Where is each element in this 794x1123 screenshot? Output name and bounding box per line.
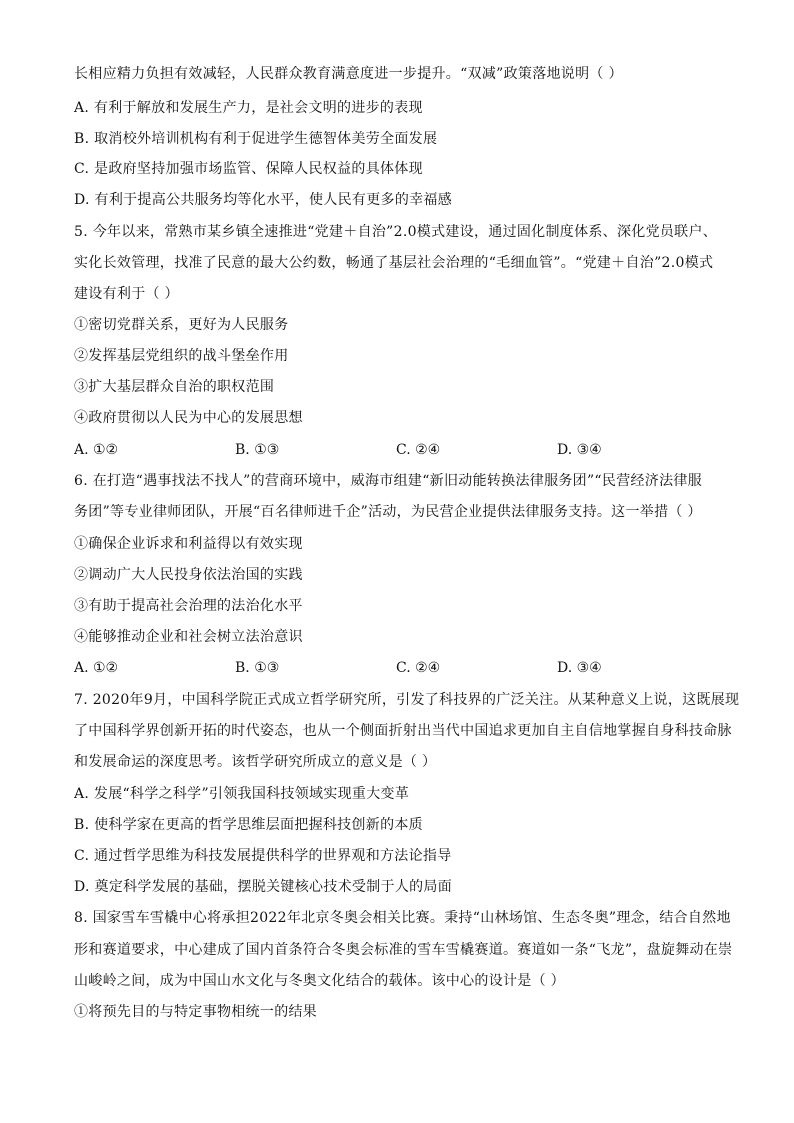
q6-item-3: ③有助于提高社会治理的法治化水平	[74, 598, 303, 614]
q7-stem-line-2: 了中国科学界创新开拓的时代姿态，也从一个侧面折射出当代中国追求更加自主自信地掌握自身科技命脉	[74, 723, 732, 739]
q5-item-3: ③扩大基层群众自治的职权范围	[74, 379, 275, 395]
q7-option-c: C. 通过哲学思维为科技发展提供科学的世界观和方法论指导	[74, 848, 452, 864]
q5-stem-line-1: 5. 今年以来，常熟市某乡镇全速推进“党建＋自治”2.0模式建设，通过固化制度体系、深化党员联户、	[74, 224, 718, 240]
q5-item-2: ②发挥基层党组织的战斗堡垒作用	[74, 348, 289, 364]
q4-option-c: C. 是政府坚持加强市场监管、保障人民权益的具体体现	[74, 161, 423, 177]
q5-choice-a: A. ①②	[74, 442, 119, 458]
q6-item-4: ④能够推动企业和社会树立法治意识	[74, 629, 303, 645]
q7-option-d: D. 奠定科学发展的基础，摆脱关键核心技术受制于人的局面	[74, 879, 453, 895]
q5-item-1: ①密切党群关系，更好为人民服务	[74, 317, 289, 333]
q6-choice-c: C. ②④	[396, 660, 441, 676]
q4-option-a: A. 有利于解放和发展生产力，是社会文明的进步的表现	[74, 100, 423, 116]
q8-item-1: ①将预先目的与特定事物相统一的结果	[74, 1004, 318, 1020]
q6-item-1: ①确保企业诉求和利益得以有效实现	[74, 536, 303, 552]
q6-stem-line-2: 务团”等专业律师团队，开展“百名律师进千企”活动，为民营企业提供法律服务支持。这一举措（ ）	[74, 504, 702, 520]
q6-choice-d: D. ③④	[557, 660, 602, 676]
q7-option-a: A. 发展“科学之科学”引领我国科技领域实现重大变革	[74, 786, 410, 802]
q7-option-b: B. 使科学家在更高的哲学思维层面把握科技创新的本质	[74, 817, 423, 833]
q8-stem-line-3: 山峻岭之间，成为中国山水文化与冬奥文化结合的载体。该中心的设计是（ ）	[74, 973, 565, 989]
q8-stem-line-2: 形和赛道要求，中心建成了国内首条符合冬奥会标准的雪车雪橇赛道。赛道如一条“飞龙”，盘旋舞动在崇	[74, 942, 733, 958]
q6-choice-a: A. ①②	[74, 660, 119, 676]
q6-stem-line-1: 6. 在打造“遇事找法不找人”的营商环境中，威海市组建“新旧动能转换法律服务团”“民营经济法律服	[74, 473, 702, 489]
q5-choices	[74, 440, 734, 460]
q6-choice-b: B. ①③	[235, 660, 280, 676]
q5-choice-b: B. ①③	[235, 442, 280, 458]
q5-choice-d: D. ③④	[557, 442, 602, 458]
q4-option-b: B. 取消校外培训机构有利于促进学生德智体美劳全面发展	[74, 131, 438, 147]
q5-choice-c: C. ②④	[396, 442, 441, 458]
q5-item-4: ④政府贯彻以人民为中心的发展思想	[74, 410, 303, 426]
q5-stem-line-3: 建设有利于（ ）	[74, 286, 179, 302]
q5-stem-line-2: 实化长效管理，找准了民意的最大公约数，畅通了基层社会治理的“毛细血管”。“党建＋自治”2.0模式	[74, 255, 714, 271]
q4-stem-tail: 长相应精力负担有效减轻，人民群众教育满意度进一步提升。“双减”政策落地说明（ ）	[74, 66, 623, 82]
q6-choices	[74, 658, 734, 678]
q7-stem-line-1: 7. 2020年9月，中国科学院正式成立哲学研究所，引发了科技界的广泛关注。从某种意义上说，这既展现	[74, 692, 740, 708]
q8-stem-line-1: 8. 国家雪车雪橇中心将承担2022年北京冬奥会相关比赛。秉持“山林场馆、生态冬奥”理念，结合自然地	[74, 910, 731, 926]
q4-option-d: D. 有利于提高公共服务均等化水平，使人民有更多的幸福感	[74, 192, 453, 208]
q7-stem-line-3: 和发展命运的深度思考。该哲学研究所成立的意义是（ ）	[74, 754, 437, 770]
q6-item-2: ②调动广大人民投身依法治国的实践	[74, 567, 303, 583]
